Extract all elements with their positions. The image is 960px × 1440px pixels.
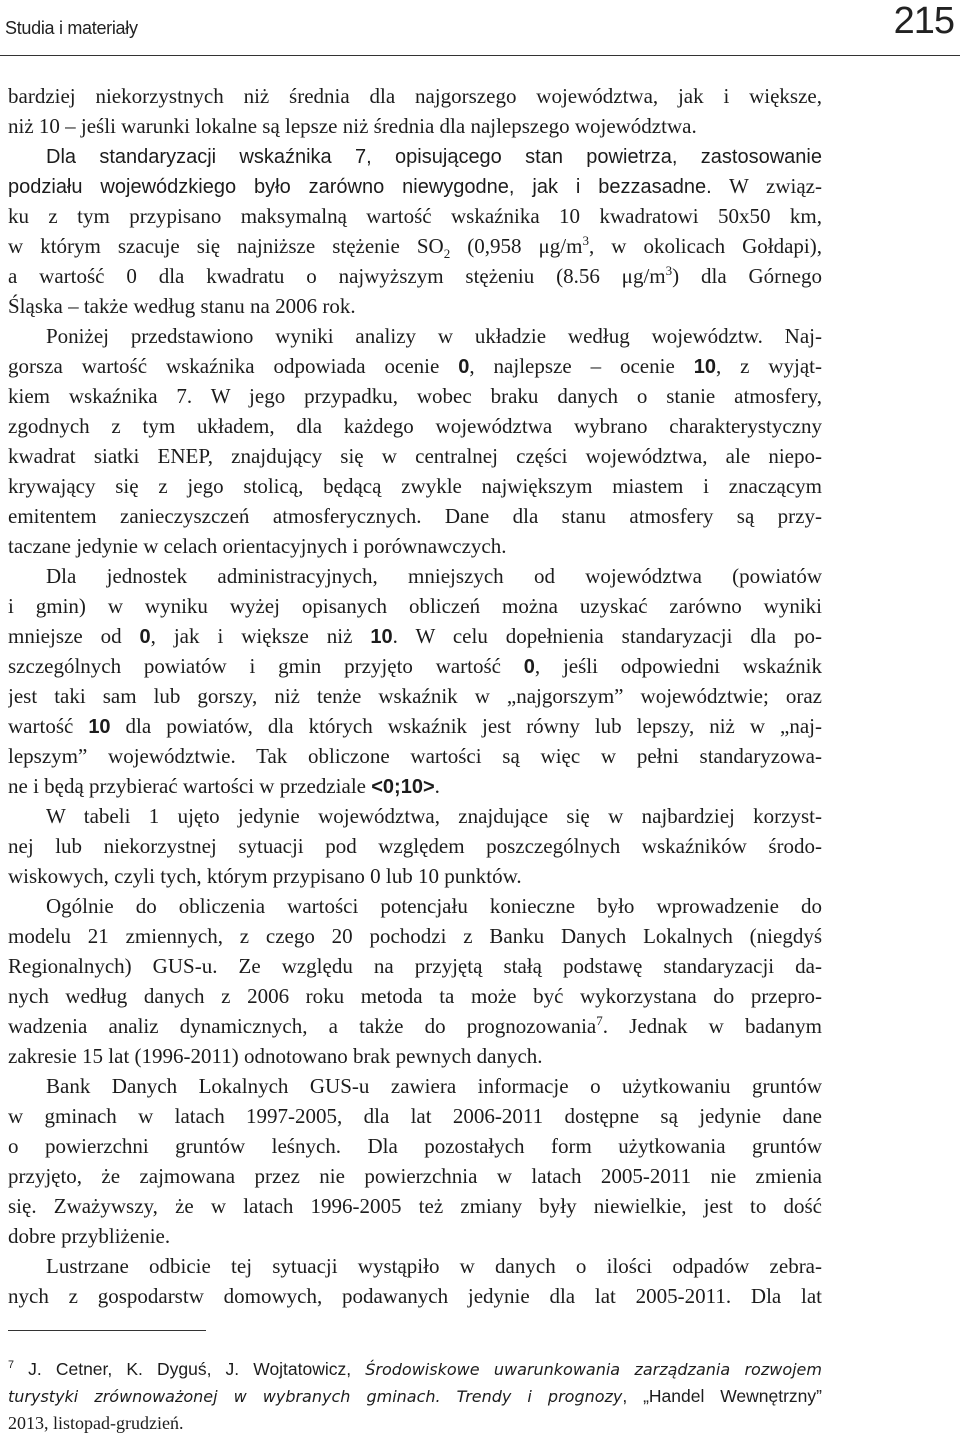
text-run: taczane jedynie w celach orientacyjnych i porównawczych. bbox=[8, 534, 507, 558]
text-run: , z wyjąt- bbox=[715, 354, 822, 378]
text-run: dobre przybliżenie. bbox=[8, 1224, 171, 1248]
sans-text: Dla standaryzacji wskaźnika 7, opisującego stan powietrza, zastosowanie bbox=[46, 146, 822, 168]
text-line bbox=[8, 681, 822, 711]
text-line bbox=[8, 261, 822, 291]
text-line bbox=[8, 231, 822, 261]
text-line bbox=[8, 351, 822, 381]
text-run: Śląska – także według stanu na 2006 rok. bbox=[8, 294, 356, 318]
text-line bbox=[8, 1161, 822, 1191]
text-run: jest taki sam lub gorszy, niż tenże wskaźnik w „najgorszym” województwie; oraz bbox=[8, 684, 822, 708]
header-rule bbox=[0, 55, 960, 56]
text-run: przyjęto, że zajmowana przez nie powierzchnia w latach 2005-2011 nie zmienia bbox=[8, 1164, 822, 1188]
text-line bbox=[8, 81, 822, 111]
text-run: Lustrzane odbicie tej sytuacji wystąpiło w danych o ilości odpadów zebra- bbox=[46, 1254, 822, 1278]
text-line bbox=[8, 1041, 822, 1071]
text-run: Bank Danych Lokalnych GUS-u zawiera informacje o użytkowaniu gruntów bbox=[46, 1074, 822, 1098]
serif-text: 2013, listopad-grudzień. bbox=[8, 1413, 184, 1433]
bold-text: 0 bbox=[139, 626, 151, 648]
page-number: 215 bbox=[893, 0, 954, 42]
text-run: krywający się z jego stolicą, będącą zwykle największym miastem i znaczącym bbox=[8, 474, 822, 498]
text-run: szczególnych powiatów i gmin przyjęto wartość bbox=[8, 654, 524, 678]
text-line bbox=[8, 801, 822, 831]
text-line bbox=[8, 1356, 822, 1383]
text-run: wartość bbox=[8, 714, 89, 738]
text-run: , jeśli odpowiedni wskaźnik bbox=[534, 654, 822, 678]
paragraph bbox=[8, 81, 822, 141]
text-run: . Jednak w badanym bbox=[602, 1014, 822, 1038]
text-line bbox=[8, 561, 822, 591]
bold-text: <0;10> bbox=[371, 776, 435, 798]
superscript-text: 7 bbox=[8, 1359, 15, 1372]
text-line bbox=[8, 591, 822, 621]
paragraph bbox=[8, 1251, 822, 1311]
text-run: nych z gospodarstw domowych, podawanych jedynie dla lat 2005-2011. Dla lat bbox=[8, 1284, 822, 1308]
italic-text: Środowiskowe uwarunkowania zarządzania rozwojem bbox=[365, 1360, 822, 1379]
text-run: nej lub niekorzystnej sytuacji pod względem poszczególnych wskaźników środo- bbox=[8, 834, 822, 858]
text-run: nych według danych z 2006 roku metoda ta może być wykorzystana do przepro- bbox=[8, 984, 822, 1008]
text-run: ) dla Górnego bbox=[672, 264, 822, 288]
text-run: bardziej niekorzystnych niż średnia dla najgorszego województwa, jak i większe, bbox=[8, 84, 822, 108]
text-line bbox=[8, 651, 822, 681]
text-run: mniejsze od bbox=[8, 624, 140, 648]
text-line bbox=[8, 291, 822, 321]
paragraph bbox=[8, 891, 822, 1071]
footnote-text bbox=[8, 1356, 822, 1437]
body-text bbox=[8, 81, 822, 1311]
paragraph bbox=[8, 141, 822, 321]
italic-text: turystyki zrównoważonej w wybranych gminach. Trendy i prognozy bbox=[8, 1387, 623, 1406]
running-header bbox=[0, 0, 960, 57]
text-run: w gminach w latach 1997-2005, dla lat 2006-2011 dostępne są jedynie dane bbox=[8, 1104, 822, 1128]
paragraph bbox=[8, 561, 822, 801]
text-run: a wartość 0 dla kwadratu o najwyższym stężeniu (8.56 μg/m bbox=[8, 264, 666, 288]
text-line bbox=[8, 1251, 822, 1281]
text-run: , najlepsze – ocenie bbox=[469, 354, 694, 378]
text-run: gorsza wartość wskaźnika odpowiada ocenie bbox=[8, 354, 459, 378]
text-line bbox=[8, 171, 822, 201]
text-line bbox=[8, 441, 822, 471]
text-run: kiem wskaźnika 7. W jego przypadku, wobec braku danych o stanie atmosfery, bbox=[8, 384, 822, 408]
text-line bbox=[8, 711, 822, 741]
text-run: zgodnych z tym układem, dla każdego województwa wybrano charakterystyczny bbox=[8, 414, 822, 438]
text-run: dla powiatów, dla których wskaźnik jest równy lub lepszy, niż w „naj- bbox=[110, 714, 822, 738]
superscript-text: 3 bbox=[582, 233, 589, 248]
text-line bbox=[8, 1071, 822, 1101]
text-run: . bbox=[434, 774, 440, 798]
text-line bbox=[8, 1101, 822, 1131]
text-run: ne i będą przybierać wartości w przedziale bbox=[8, 774, 372, 798]
text-line bbox=[8, 141, 822, 171]
text-run: niż 10 – jeśli warunki lokalne są lepsze niż średnia dla najlepszego województwa. bbox=[8, 114, 697, 138]
superscript-text: 3 bbox=[665, 263, 673, 278]
text-run: lepszym” województwie. Tak obliczone wartości są więc w pełni standaryzowa- bbox=[8, 744, 822, 768]
text-line bbox=[8, 531, 822, 561]
text-run: modelu 21 zmiennych, z czego 20 pochodzi z Banku Danych Lokalnych (niegdyś bbox=[8, 924, 822, 948]
text-run: Ogólnie do obliczenia wartości potencjału konieczne było wprowadzenie do bbox=[46, 894, 822, 918]
footnote bbox=[8, 1356, 822, 1437]
text-line bbox=[8, 381, 822, 411]
text-run: zakresie 15 lat (1996-2011) odnotowano brak pewnych danych. bbox=[8, 1044, 543, 1068]
text-run: Regionalnych) GUS-u. Ze względu na przyjętą stałą podstawę standaryzacji da- bbox=[8, 954, 822, 978]
text-line bbox=[8, 1383, 822, 1410]
text-run: się. Zważywszy, że w latach 1996-2005 też zmiany były niewielkie, jest to dość bbox=[8, 1194, 822, 1218]
text-run: , „Handel Wewnętrzny” bbox=[622, 1386, 822, 1406]
text-line bbox=[8, 201, 822, 231]
text-line bbox=[8, 951, 822, 981]
bold-text: 10 bbox=[693, 356, 716, 378]
text-line bbox=[8, 921, 822, 951]
text-run: Poniżej przedstawiono wyniki analizy w układzie według województw. Naj- bbox=[46, 324, 822, 348]
text-run: o powierzchni gruntów leśnych. Dla pozostałych form użytkowania gruntów bbox=[8, 1134, 822, 1158]
text-run: w którym szacuje się najniższe stężenie SO bbox=[8, 234, 444, 258]
text-run: W związ- bbox=[711, 174, 822, 198]
text-line bbox=[8, 981, 822, 1011]
text-run: W tabeli 1 ujęto jedynie województwa, znajdujące się w najbardziej korzyst- bbox=[46, 804, 822, 828]
paragraph bbox=[8, 321, 822, 561]
bold-text: 0 bbox=[458, 356, 470, 378]
text-line bbox=[8, 321, 822, 351]
bold-text: 0 bbox=[523, 656, 535, 678]
paragraph bbox=[8, 801, 822, 891]
text-line bbox=[8, 741, 822, 771]
text-run: i gmin) w wyniku wyżej opisanych obliczeń można uzyskać zarówno wyniki bbox=[8, 594, 822, 618]
subscript-text: 2 bbox=[443, 246, 451, 261]
text-run: , jak i większe niż bbox=[150, 624, 371, 648]
text-line bbox=[8, 1191, 822, 1221]
text-run: emitentem zanieczyszczeń atmosferycznych. Dane dla stanu atmosfery są przy- bbox=[8, 504, 822, 528]
text-run: ku z tym przypisano maksymalną wartość wskaźnika 10 kwadratowi 50x50 km, bbox=[8, 204, 822, 228]
text-run: . W celu dopełnienia standaryzacji dla po- bbox=[392, 624, 822, 648]
sans-text: podziału wojewódzkiego było zarówno niewygodne, jak i bezzasadne. bbox=[8, 176, 712, 198]
section-title: Studia i materiały bbox=[5, 18, 138, 38]
text-line bbox=[8, 831, 822, 861]
superscript-text: 7 bbox=[596, 1013, 603, 1028]
text-run: , w okolicach Gołdapi), bbox=[588, 234, 822, 258]
text-line bbox=[8, 771, 822, 801]
text-line bbox=[8, 1221, 822, 1251]
text-line bbox=[8, 501, 822, 531]
text-line bbox=[8, 621, 822, 651]
text-run: wiskowych, czyli tych, którym przypisano 0 lub 10 punktów. bbox=[8, 864, 522, 888]
text-run: J. Cetner, K. Dyguś, J. Wojtatowicz, bbox=[14, 1359, 366, 1379]
bold-text: 10 bbox=[88, 716, 111, 738]
text-line bbox=[8, 1011, 822, 1041]
paragraph bbox=[8, 1071, 822, 1251]
text-line bbox=[8, 1281, 822, 1311]
text-run: (0,958 μg/m bbox=[450, 234, 583, 258]
text-line bbox=[8, 411, 822, 441]
text-line bbox=[8, 471, 822, 501]
footnote-rule bbox=[8, 1330, 206, 1331]
text-line bbox=[8, 111, 822, 141]
text-run: Dla jednostek administracyjnych, mniejszych od województwa (powiatów bbox=[46, 564, 822, 588]
text-line bbox=[8, 891, 822, 921]
text-line bbox=[8, 1131, 822, 1161]
text-run: wadzenia analiz dynamicznych, a także do prognozowania bbox=[8, 1014, 597, 1038]
text-line bbox=[8, 861, 822, 891]
text-line bbox=[8, 1410, 822, 1437]
bold-text: 10 bbox=[370, 626, 393, 648]
text-run: kwadrat siatki ENEP, znajdujący się w centralnej części województwa, ale niepo- bbox=[8, 444, 822, 468]
